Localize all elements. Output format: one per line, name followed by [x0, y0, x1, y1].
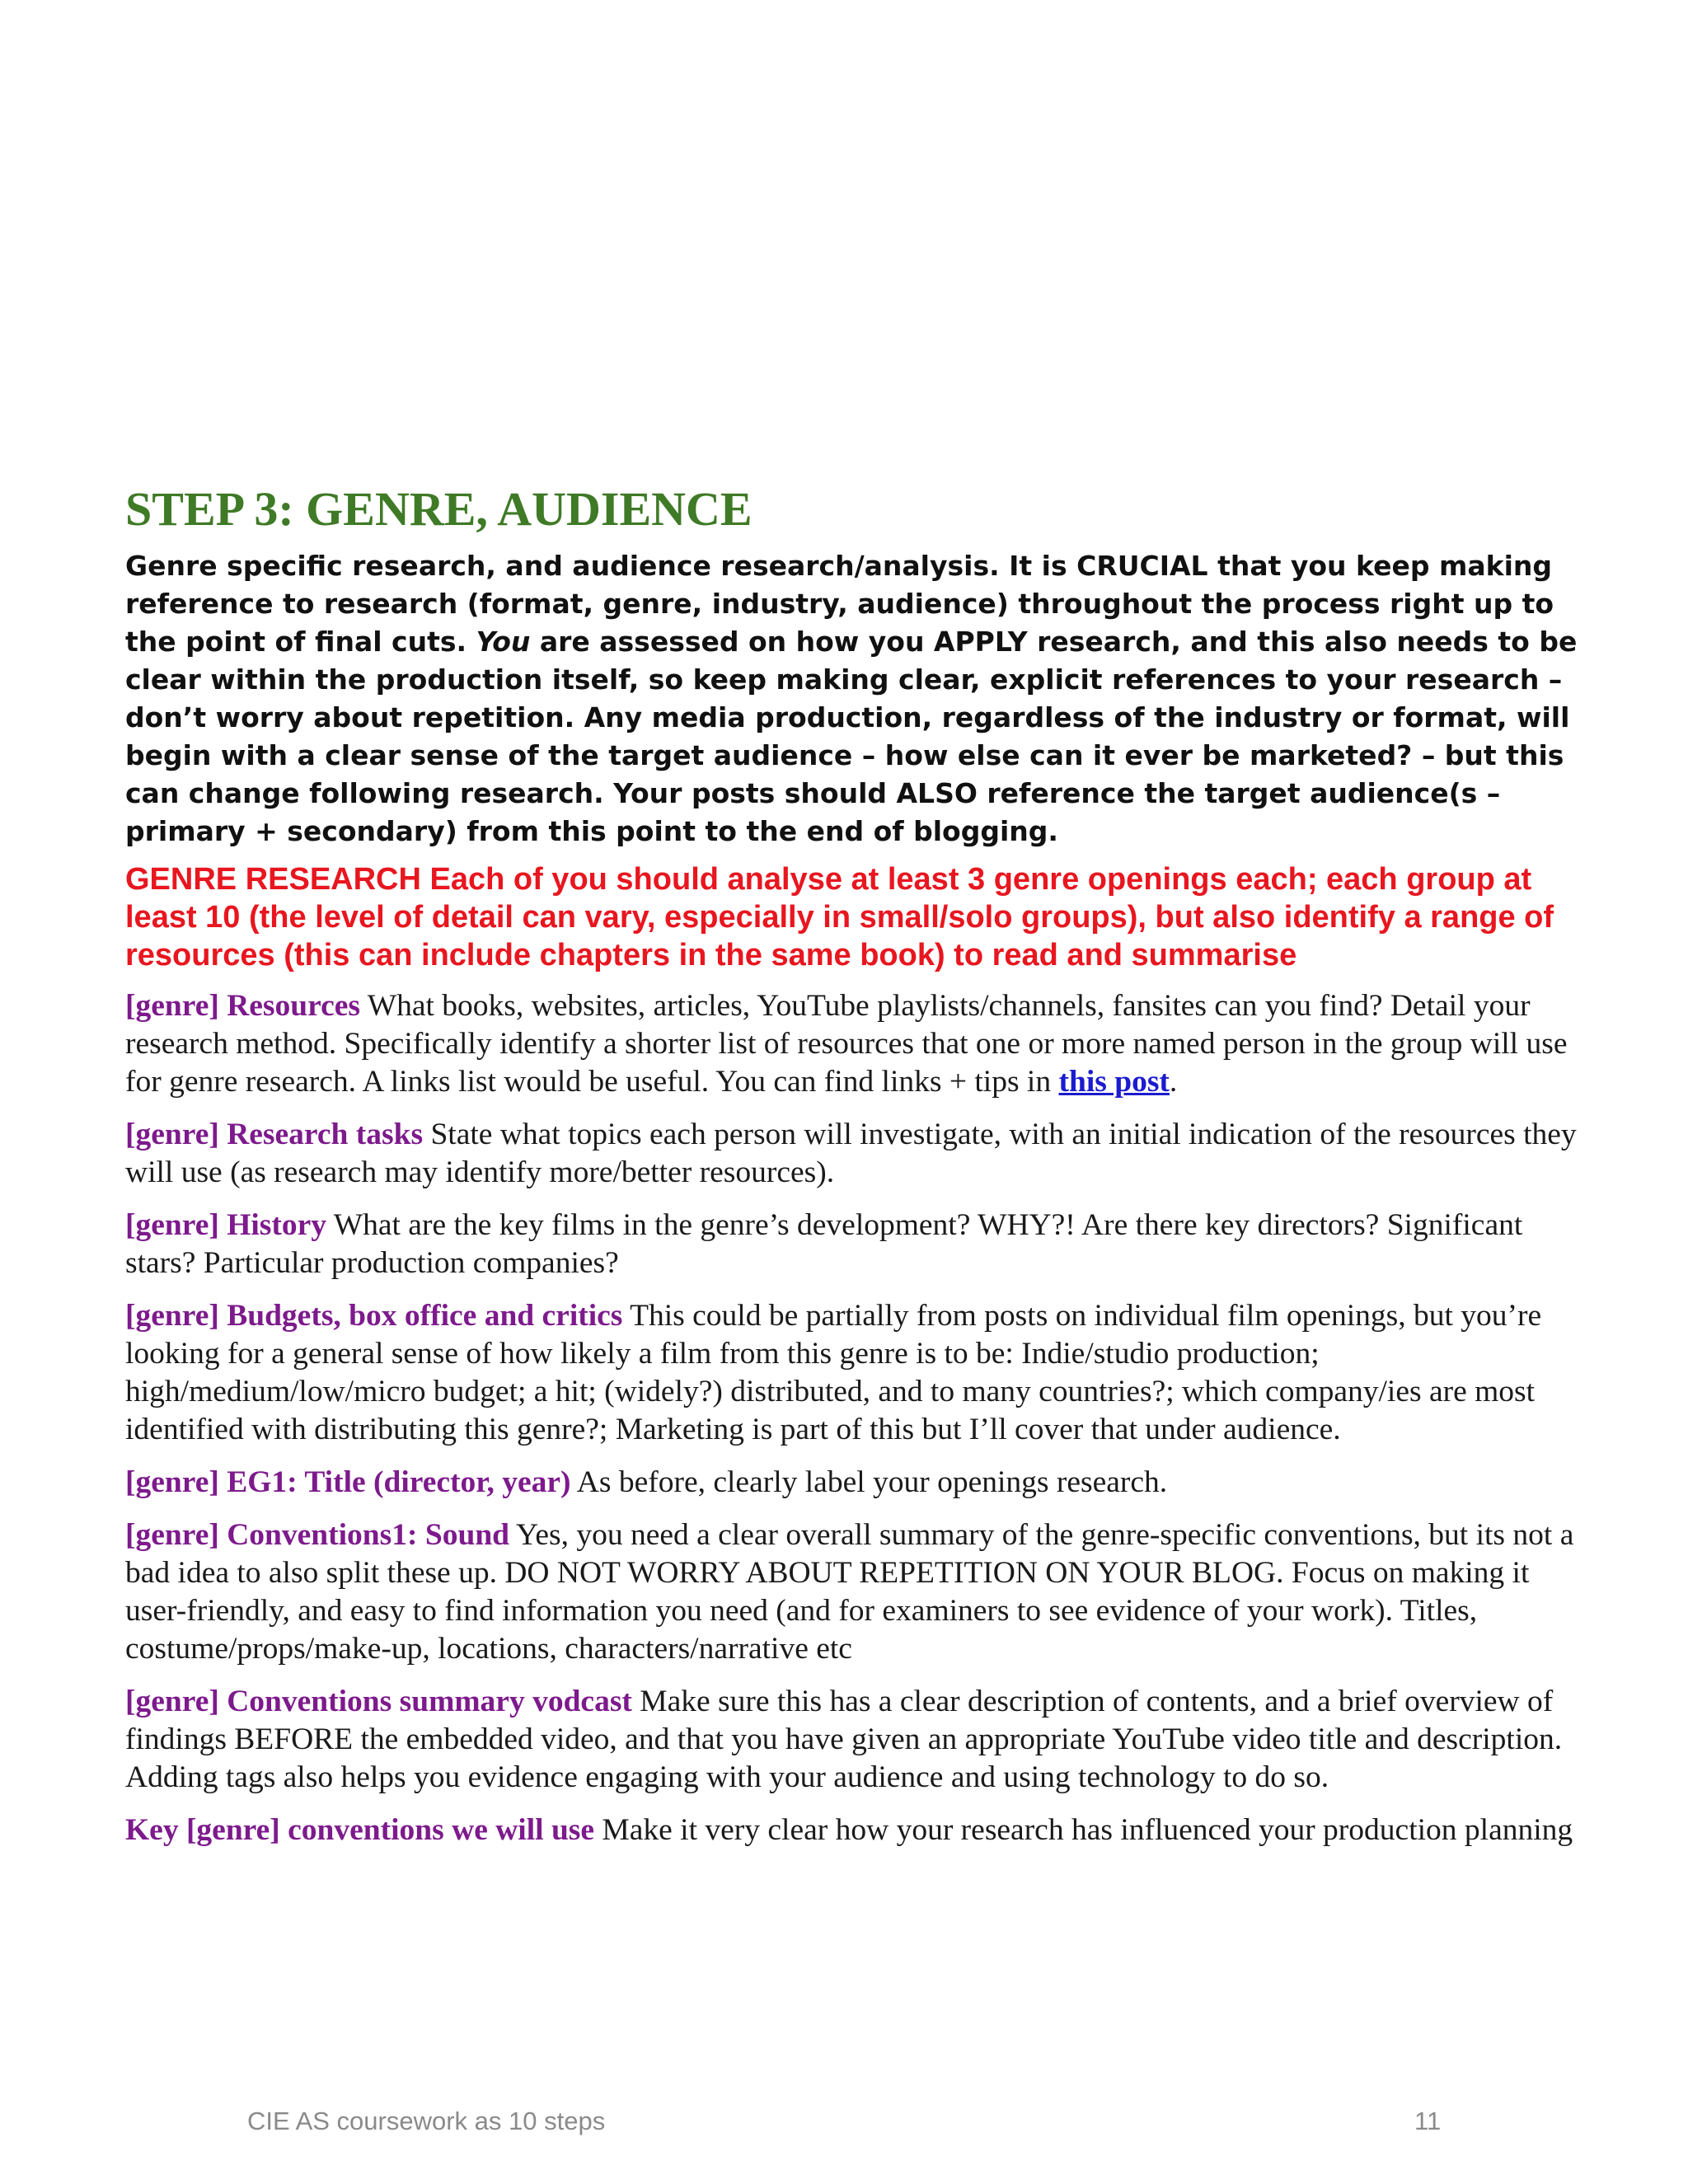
item-label: [genre] Conventions summary vodcast	[125, 1685, 632, 1718]
item-label: [genre] History	[125, 1208, 327, 1242]
item-text: As before, clearly label your openings research.	[570, 1465, 1168, 1499]
item-resources	[125, 987, 1592, 1101]
item-budgets	[125, 1297, 1592, 1449]
item-text: Yes, you need a clear overall summary of the genre-specific conventions, but its not a bad idea to also split these up. DO NOT WORRY ABOUT REPETITION ON YOUR BLOG. Focus on making it user-friendly, and easy to find information you need (and for examiners to see evidence of your work). Titles, costume/props/make-up, locations, characters/narrative etc	[125, 1518, 1574, 1666]
item-text: Make sure this has a clear description of contents, and a brief overview of findings BEFORE the embedded video, and that you have given an appropriate YouTube video title and description. Adding tags also helps you evidence engaging with your audience and using technology to do so.	[125, 1685, 1563, 1794]
item-text-end: .	[1169, 1065, 1178, 1099]
intro-text-1: Genre specific research, and audience research/analysis. It is CRUCIAL that you keep making reference to research (format, genre, industry, audience) throughout the process right up to the point of final cuts.	[125, 550, 1554, 658]
item-research-tasks	[125, 1116, 1592, 1192]
item-label: Key [genre] conventions we will use	[125, 1813, 595, 1847]
intro-paragraph	[125, 547, 1592, 851]
item-history	[125, 1207, 1592, 1282]
item-label: [genre] Resources	[125, 989, 360, 1023]
item-text: This could be partially from posts on individual film openings, but you’re looking for a general sense of how likely a film from this genre is to be: Indie/studio production; high/medium/low/micro budget; a hit; (widely?) distributed, and to many countries?; which company/ies are most identified with distributing this genre?; Marketing is part of this but I’ll cover that under audience.	[125, 1299, 1542, 1446]
item-key-conventions	[125, 1811, 1592, 1849]
footer-document-title: CIE AS coursework as 10 steps	[247, 2107, 606, 2135]
footer-page-number: 11	[1414, 2107, 1442, 2135]
item-label: [genre] EG1: Title (director, year)	[125, 1465, 571, 1499]
item-label: [genre] Research tasks	[125, 1118, 424, 1151]
item-conventions-sound	[125, 1516, 1592, 1668]
this-post-link[interactable]: this post	[1058, 1065, 1170, 1099]
item-label: [genre] Budgets, box office and critics	[125, 1299, 623, 1333]
item-text: Make it very clear how your research has influenced your production planning	[594, 1813, 1573, 1847]
item-text: What books, websites, articles, YouTube playlists/channels, fansites can you find? Detail your research method. Specifically identify a shorter list of resources that one or more named person in the group will use for genre research. A links list would be useful. You can find links + tips in	[125, 989, 1568, 1099]
item-text: What are the key films in the genre’s development? WHY?! Are there key directors? Significant stars? Particular production companies?	[125, 1208, 1523, 1280]
item-conventions-vodcast	[125, 1683, 1592, 1797]
step-title: STEP 3: GENRE, AUDIENCE	[125, 482, 753, 536]
page-content	[125, 476, 1592, 1864]
intro-text-emphasis: You	[476, 626, 531, 658]
intro-text-2: are assessed on how you APPLY research, and this also needs to be clear within the production itself, so keep making clear, explicit references to your research – don’t worry about repetition. Any media production, regardless of the industry or format, will begin with a clear sense of the target audience – how else can it ever be marketed? – but this can change following research. Your posts should ALSO reference the target audience(s – primary + secondary) from this point to the end of blogging.	[125, 626, 1578, 847]
item-text: State what topics each person will investigate, with an initial indication of the resources they will use (as research may identify more/better resources).	[125, 1118, 1577, 1189]
item-label: [genre] Conventions1: Sound	[125, 1518, 510, 1552]
genre-research-heading: GENRE RESEARCH Each of you should analyse at least 3 genre openings each; each group at least 10 (the level of detail can vary, especially in small/solo groups), but also identify a range of resources (this can include chapters in the same book) to read and summarise	[125, 862, 1554, 972]
item-eg1	[125, 1464, 1592, 1502]
